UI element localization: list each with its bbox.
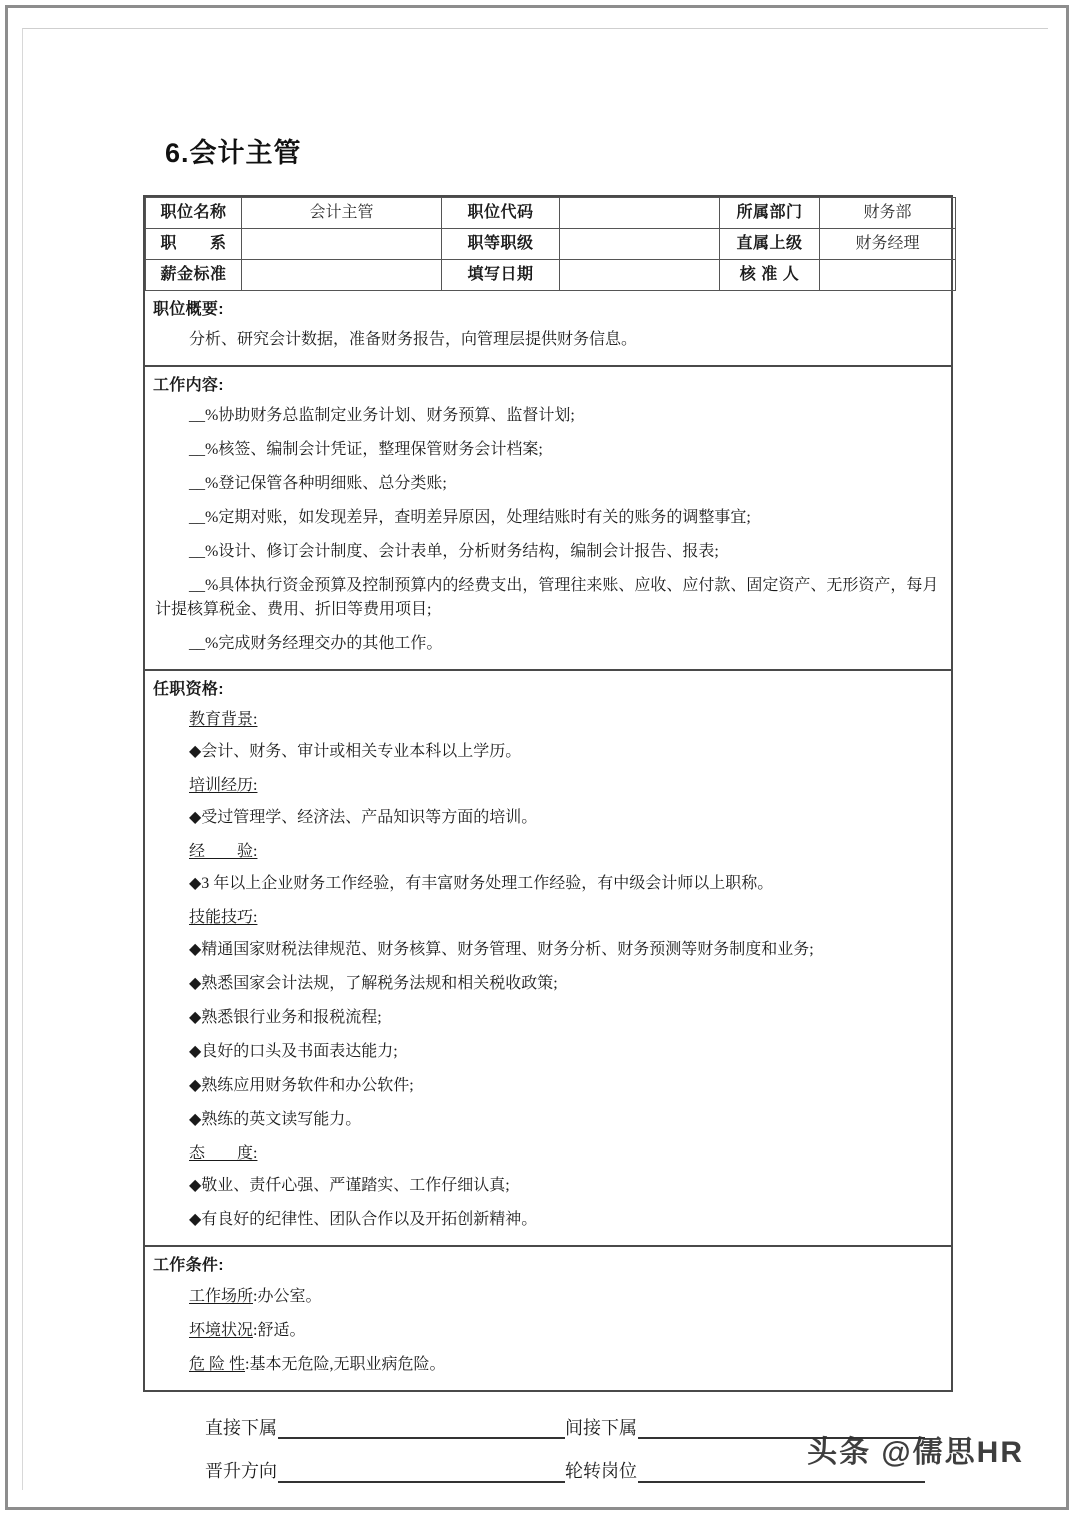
section-title-job-duties: 工作内容: <box>153 376 224 394</box>
qualification-label-text: 经 验: <box>189 843 258 861</box>
qualification-group-label-skills <box>145 901 951 933</box>
section-title-qualifications: 任职资格: <box>153 681 224 699</box>
section-work-conditions <box>145 1245 951 1389</box>
field-value-direct-superior[interactable]: 财务经理 <box>820 229 956 260</box>
table-row <box>146 260 956 291</box>
section-title-work-conditions: 工作条件: <box>153 1257 224 1275</box>
qualification-item: ◆熟悉银行业务和报税流程; <box>189 1009 382 1027</box>
field-value-position-code[interactable] <box>560 198 720 229</box>
qualification-item: ◆有良好的纪律性、团队合作以及开拓创新精神。 <box>189 1211 538 1229</box>
work-condition-row-workplace <box>145 1280 951 1314</box>
page-title: 6.会计主管 <box>165 138 302 168</box>
qualification-label-text: 态 度: <box>189 1145 258 1163</box>
qualification-group-label-education <box>145 703 951 735</box>
qualification-label-text: 培训经历: <box>189 777 258 795</box>
fill-in-line[interactable] <box>278 1423 565 1439</box>
duty-item: __%具体执行资金预算及控制预算内的经费支出，管理往来账、应收、应付款、固定资产、无形资产，每月计提核算税金、费用、折旧等费用项目; <box>155 577 939 619</box>
qualification-item: ◆良好的口头及书面表达能力; <box>189 1043 398 1061</box>
job-identification-table <box>145 197 956 291</box>
qualification-item: ◆熟练的英文读写能力。 <box>189 1111 362 1129</box>
table-row <box>146 198 956 229</box>
field-label: 轮转岗位 <box>565 1461 637 1482</box>
field-label-approver: 核 准 人 <box>720 260 820 291</box>
work-condition-row-environment <box>145 1314 951 1348</box>
field-value-department[interactable]: 财务部 <box>820 198 956 229</box>
duty-item: __%登记保管各种明细账、总分类账; <box>189 475 447 493</box>
qualification-item: ◆敬业、责仟心强、严谨踏实、工作仔细认真; <box>189 1177 510 1195</box>
work-condition-value: :办公室。 <box>253 1287 322 1305</box>
field-value-job-family[interactable] <box>242 229 442 260</box>
field-promotion-path <box>205 1461 565 1483</box>
qualification-item: ◆3 年以上企业财务工作经验，有丰富财务处理工作经验，有中级会计师以上职称。 <box>189 875 774 893</box>
qualification-group-label-training <box>145 769 951 801</box>
duty-item: __%设计、修订会计制度、会计表单，分析财务结构，编制会计报告、报表; <box>189 543 719 561</box>
field-label-department: 所属部门 <box>720 198 820 229</box>
section-title-job-summary: 职位概要: <box>153 301 224 319</box>
qualification-item: ◆受过管理学、经济法、产品知识等方面的培训。 <box>189 809 538 827</box>
field-value-salary-standard[interactable] <box>242 260 442 291</box>
work-condition-row-hazard <box>145 1348 951 1382</box>
field-value-fill-date[interactable] <box>560 260 720 291</box>
duty-item: __%完成财务经理交办的其他工作。 <box>189 635 443 653</box>
job-summary-text: 分析、研究会计数据，准备财务报告，向管理层提供财务信息。 <box>189 331 638 349</box>
section-job-summary <box>145 291 951 365</box>
work-condition-label: 坏境状况 <box>189 1321 254 1339</box>
field-label-job-grade: 职等职级 <box>442 229 560 260</box>
section-qualifications <box>145 669 951 1245</box>
field-label-salary-standard: 薪金标准 <box>146 260 242 291</box>
field-label: 直接下属 <box>205 1417 277 1438</box>
qualification-group-label-experience <box>145 835 951 867</box>
document-content <box>143 138 953 1505</box>
watermark: 头条 @儒思HR <box>807 1436 1024 1469</box>
field-label-position-code: 职位代码 <box>442 198 560 229</box>
qualification-item: ◆精通国家财税法律规范、财务核算、财务管理、财务分析、财务预测等财务制度和业务; <box>189 941 814 959</box>
field-label: 晋升方向 <box>205 1461 277 1482</box>
duty-item: __%核签、编制会计凭证，整理保管财务会计档案; <box>189 441 543 459</box>
field-label-job-family: 职 系 <box>146 229 242 260</box>
work-condition-label: 危 险 性 <box>189 1355 246 1373</box>
qualification-item: ◆熟练应用财务软件和办公软件; <box>189 1077 414 1095</box>
work-condition-value: :舒适。 <box>253 1321 306 1339</box>
field-value-position-name[interactable]: 会计主管 <box>242 198 442 229</box>
qualification-group-label-attitude <box>145 1137 951 1169</box>
qualification-label-text: 教育背景: <box>189 711 258 729</box>
duty-item: __%协助财务总监制定业务计划、财务预算、监督计划; <box>189 407 575 425</box>
field-label-direct-superior: 直属上级 <box>720 229 820 260</box>
field-label-position-name: 职位名称 <box>146 198 242 229</box>
work-condition-label: 工作场所 <box>189 1287 254 1305</box>
work-condition-value: :基本无危险,无职业病危险。 <box>245 1355 446 1373</box>
job-description-form <box>143 195 953 1392</box>
fill-in-line[interactable] <box>278 1467 565 1483</box>
job-identification-body <box>146 198 956 291</box>
section-job-duties <box>145 365 951 669</box>
field-label-fill-date: 填写日期 <box>442 260 560 291</box>
field-value-job-grade[interactable] <box>560 229 720 260</box>
duty-item: __%定期对账，如发现差异，查明差异原因，处理结账时有关的账务的调整事宜; <box>189 509 751 527</box>
table-row <box>146 229 956 260</box>
field-direct-subordinates <box>205 1418 565 1440</box>
field-label: 间接下属 <box>565 1417 637 1438</box>
field-value-approver[interactable] <box>820 260 956 291</box>
qualification-label-text: 技能技巧: <box>189 909 258 927</box>
qualification-item: ◆熟悉国家会计法规，了解税务法规和相关税收政策; <box>189 975 558 993</box>
page-frame <box>5 5 1069 1510</box>
qualification-item: ◆会计、财务、审计或相关专业本科以上学历。 <box>189 743 522 761</box>
